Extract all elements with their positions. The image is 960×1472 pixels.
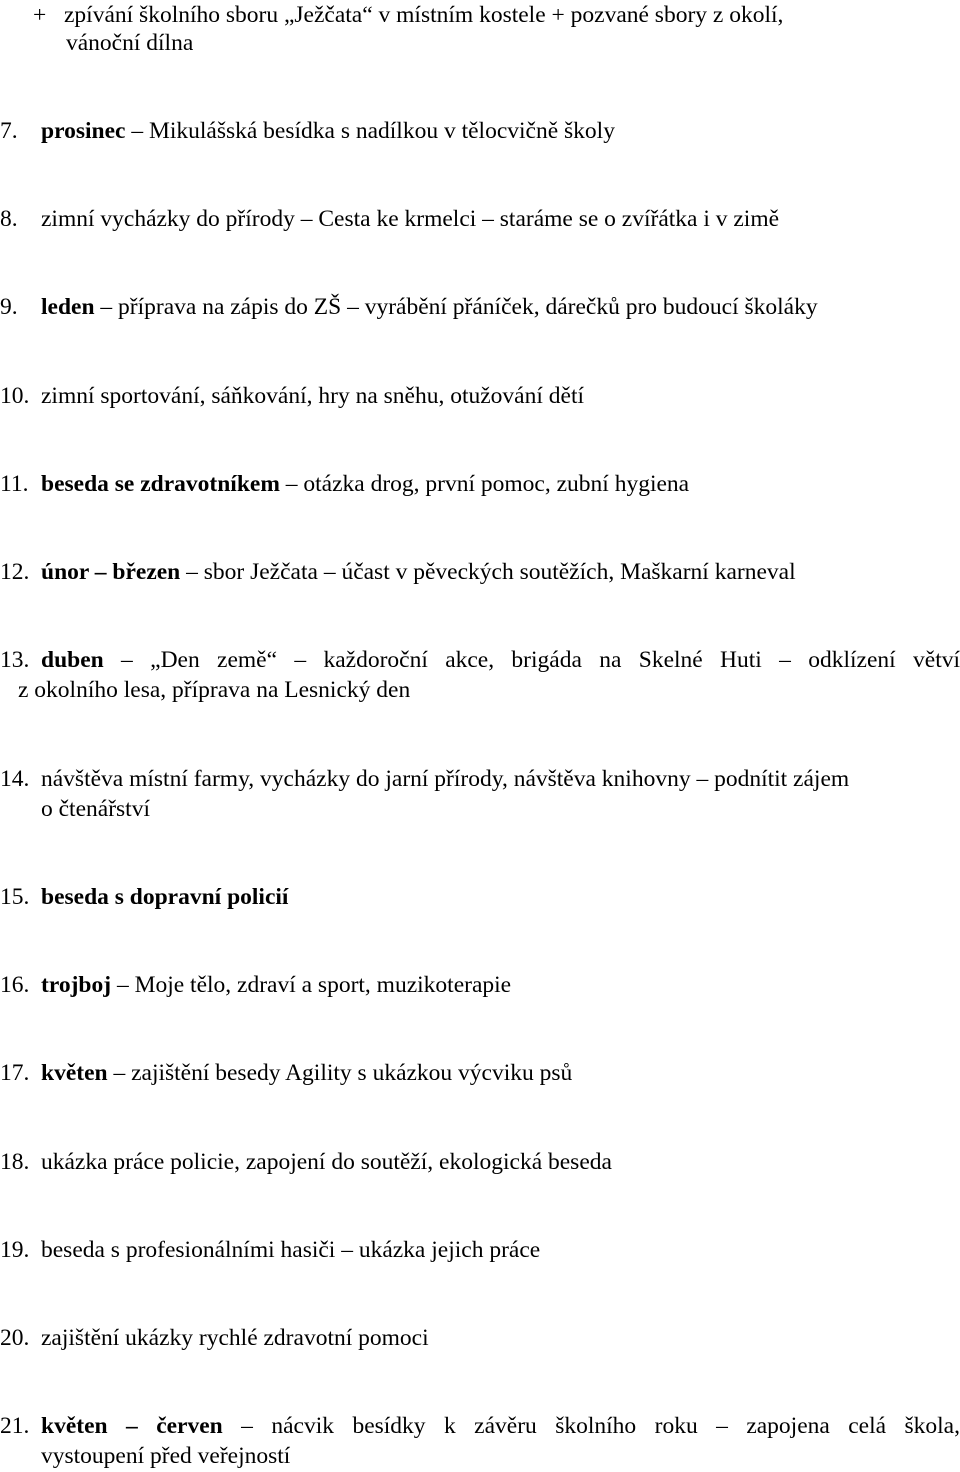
item-text-regular: – příprava na zápis do ZŠ – vyrábění přáníček, dárečků pro budoucí školáky: [94, 294, 818, 320]
item-number: 20.: [0, 1325, 30, 1351]
item-text-regular: zajištění ukázky rychlé zdravotní pomoci: [41, 1325, 429, 1351]
item-text: [41, 469, 689, 499]
bullet-marker: +: [33, 2, 47, 28]
item-text-bold: beseda se zdravotníkem: [41, 471, 280, 497]
item-text: [41, 1411, 960, 1441]
item-number: 9.: [0, 294, 18, 320]
item-text: [41, 1058, 572, 1088]
intro-text-continuation: vánoční dílna: [66, 30, 194, 56]
item-number: 8.: [0, 206, 18, 232]
item-text-bold: beseda s dopravní policií: [41, 884, 289, 910]
item-text-bold: trojboj: [41, 972, 112, 998]
item-text: [41, 645, 960, 675]
item-number: 13.: [0, 647, 30, 673]
item-text-bold: leden: [41, 294, 95, 320]
item-text: [41, 381, 584, 411]
item-text-regular: ukázka práce policie, zapojení do soutěží, ekologická beseda: [41, 1149, 612, 1175]
item-text-bold: prosinec: [41, 118, 126, 144]
item-text-regular: návštěva místní farmy, vycházky do jarní přírody, návštěva knihovny – podnítit zájem: [41, 766, 850, 792]
item-text: [41, 970, 511, 1000]
item-number: 14.: [0, 766, 30, 792]
item-text: [41, 292, 818, 322]
item-number: 21.: [0, 1413, 30, 1439]
item-text-regular: zimní sportování, sáňkování, hry na sněhu, otužování dětí: [41, 383, 585, 409]
item-text-regular: – nácvik besídky k závěru školního roku – zapojena celá škola,: [222, 1413, 960, 1439]
item-number: 17.: [0, 1060, 30, 1086]
item-number: 18.: [0, 1149, 30, 1175]
item-number: 16.: [0, 972, 30, 998]
item-number: 7.: [0, 118, 18, 144]
item-text: [41, 1235, 540, 1265]
item-text-regular: – otázka drog, první pomoc, zubní hygiena: [279, 471, 690, 497]
item-text-continuation: z okolního lesa, příprava na Lesnický den: [18, 677, 411, 703]
item-text: [41, 557, 796, 587]
intro-text: zpívání školního sboru „Ježčata“ v místním kostele + pozvané sbory z okolí,: [64, 2, 784, 28]
item-text: [41, 764, 849, 794]
item-text-regular: – Mikulášská besídka s nadílkou v tělocvičně školy: [125, 118, 615, 144]
item-text-regular: – „Den země“ – každoroční akce, brigáda na Skelné Huti – odklízení větví: [103, 647, 960, 673]
item-text-regular: – sbor Ježčata – účast v pěveckých soutěžích, Maškarní karneval: [180, 559, 796, 585]
item-text-regular: zimní vycházky do přírody – Cesta ke krmelci – staráme se o zvířátka i v zimě: [41, 206, 780, 232]
item-text-bold: duben: [41, 647, 104, 673]
item-text: [41, 1147, 612, 1177]
item-text: [41, 204, 779, 234]
item-text-bold: únor – březen: [41, 559, 181, 585]
item-text: [41, 116, 615, 146]
item-text-bold: květen – červen: [41, 1413, 223, 1439]
item-number: 10.: [0, 383, 30, 409]
item-text-regular: beseda s profesionálními hasiči – ukázka jejich práce: [41, 1237, 541, 1263]
item-text: [41, 882, 288, 912]
item-text: [41, 1323, 429, 1353]
item-text-regular: – zajištění besedy Agility s ukázkou výcviku psů: [107, 1060, 573, 1086]
item-number: 12.: [0, 559, 30, 585]
item-text-bold: květen: [41, 1060, 108, 1086]
item-number: 15.: [0, 884, 30, 910]
item-number: 11.: [0, 471, 29, 497]
item-number: 19.: [0, 1237, 30, 1263]
item-text-continuation: vystoupení před veřejností: [41, 1443, 291, 1469]
item-text-continuation: o čtenářství: [41, 796, 150, 822]
item-text-regular: – Moje tělo, zdraví a sport, muzikoterapie: [111, 972, 512, 998]
